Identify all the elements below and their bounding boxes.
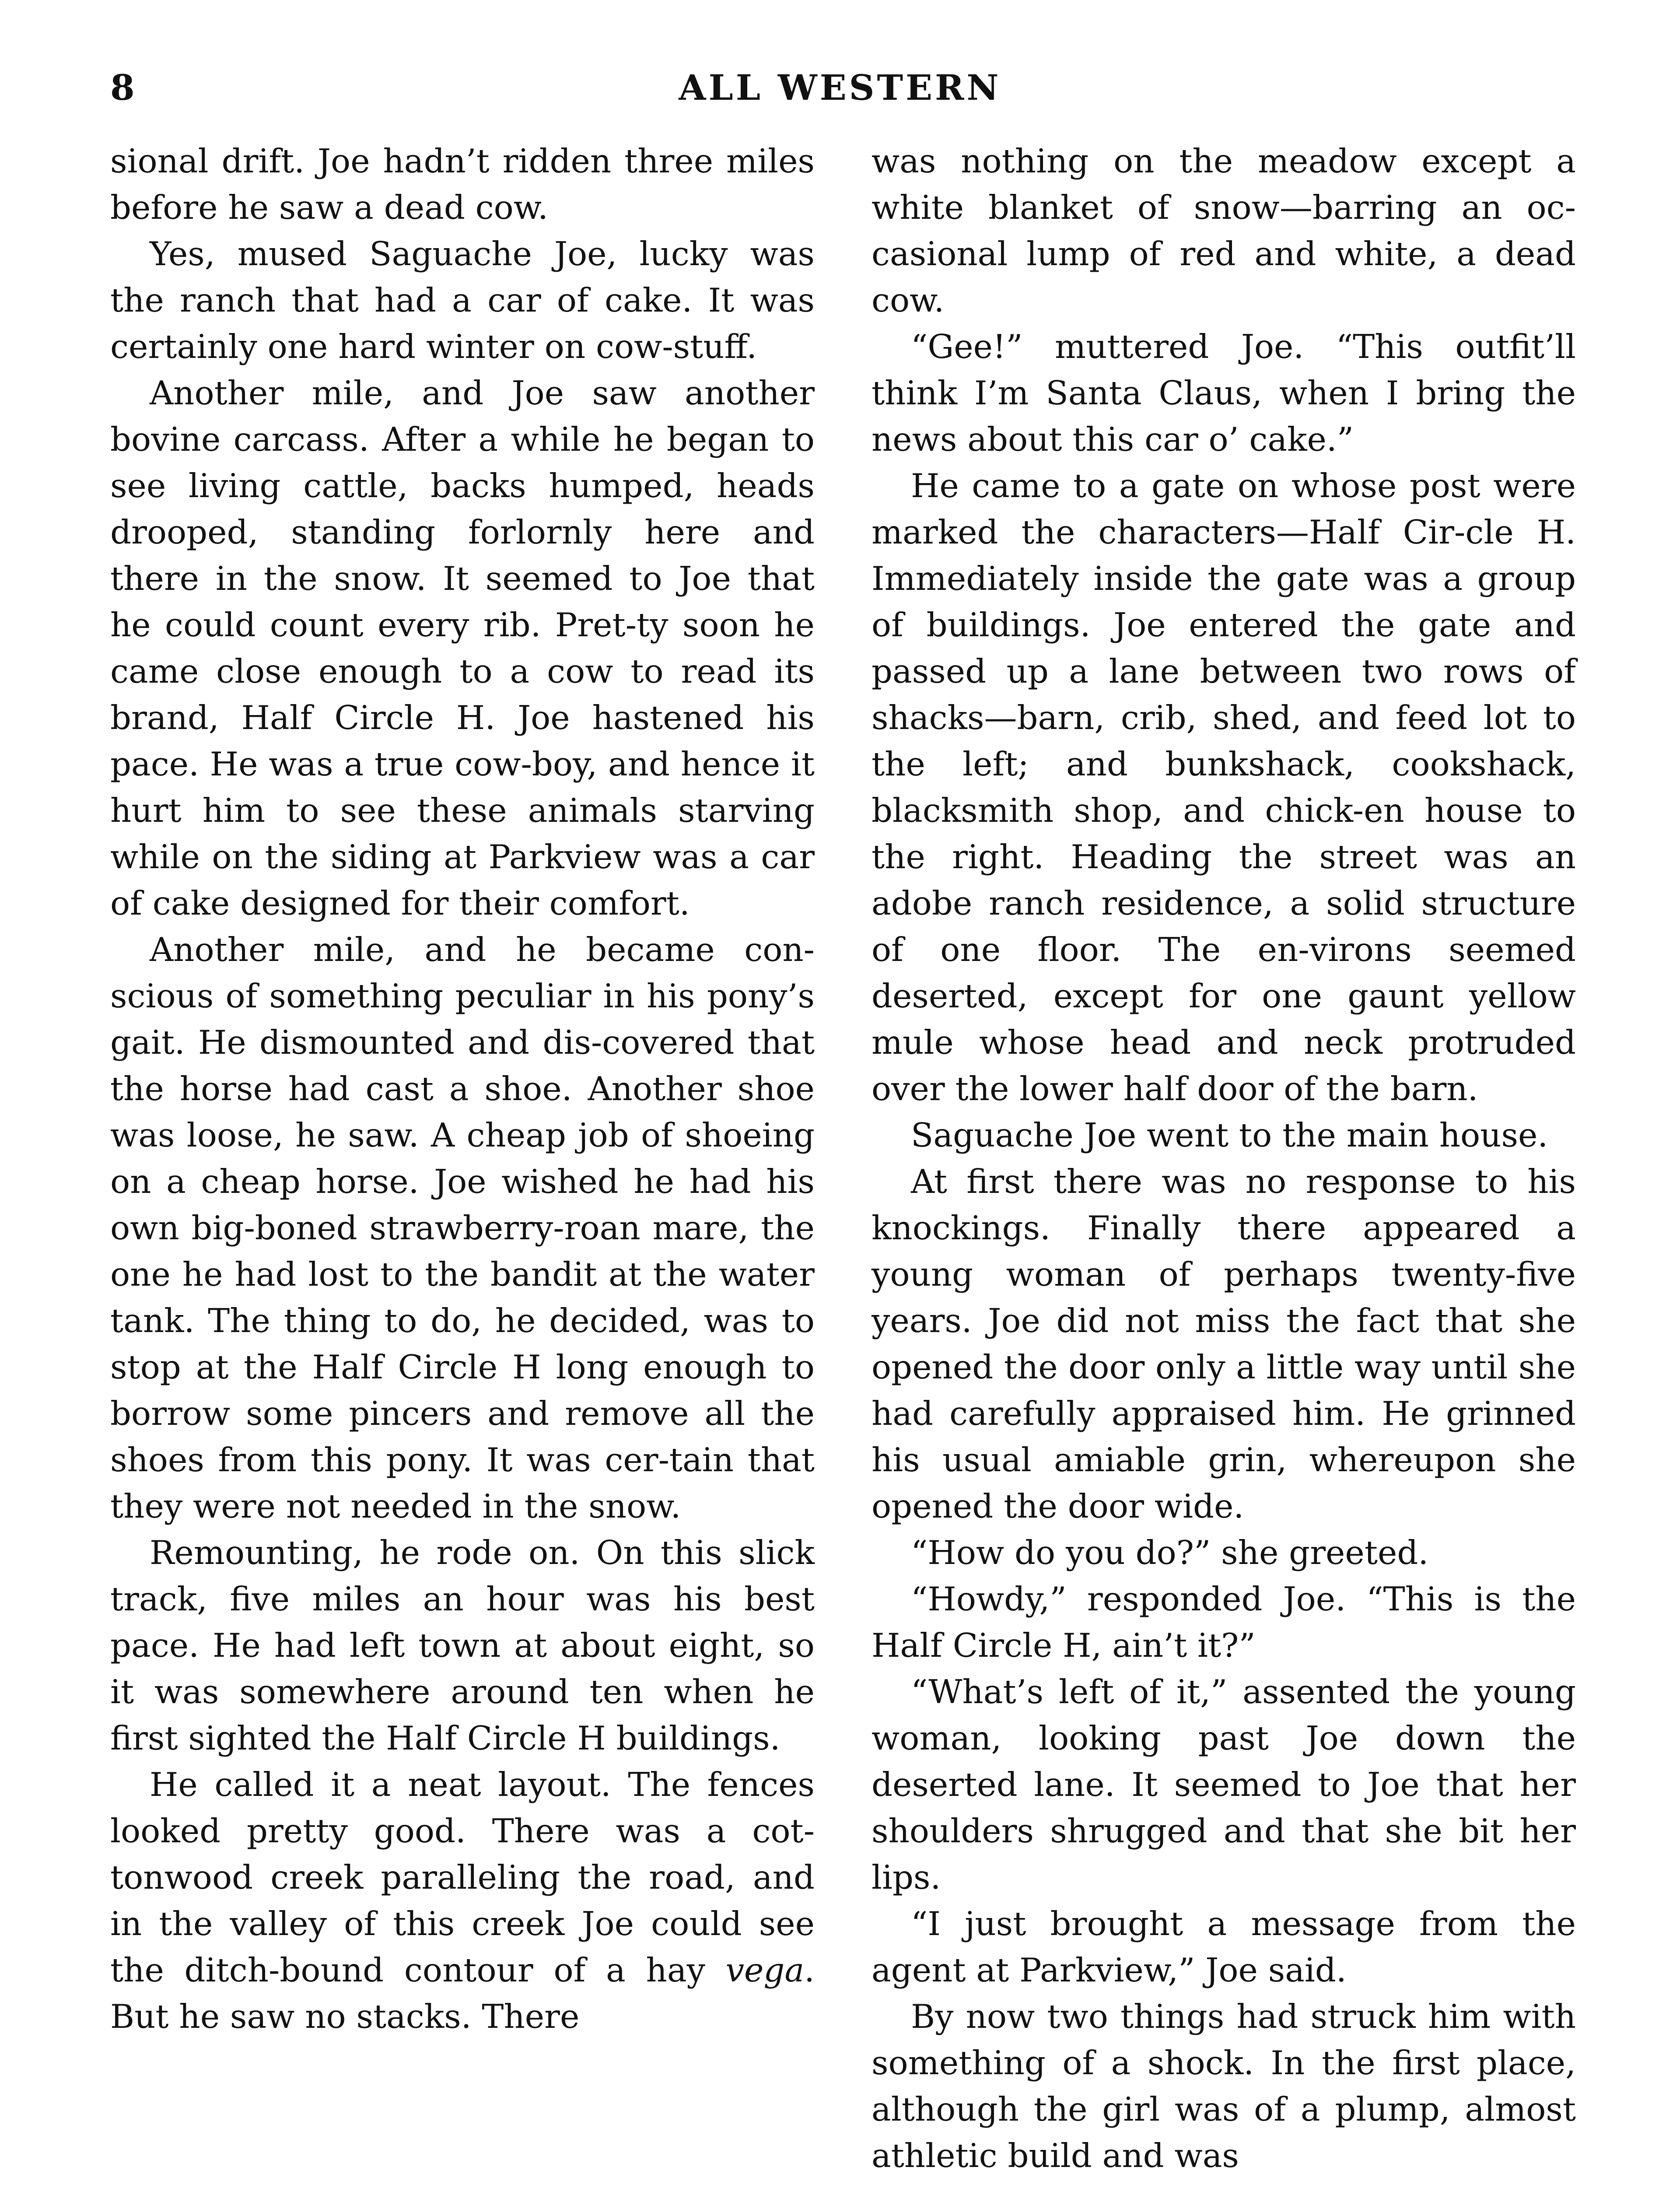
paragraph: He came to a gate on whose post were marked the characters—Half Cir-cle H. Immediately inside the gate was a group of buildings. Joe entered the gate and passed up a lane between two rows of shacks—barn, crib, shed, and feed lot to the left; and bunkshack, cookshack, blacksmith shop, and chick-en house to the right. Heading the street was an adobe ranch residence, a solid structure of one floor. The en-virons seemed deserted, except for one gaunt yellow mule whose head and neck protruded over the lower half door of the barn. — [872, 466, 1576, 1108]
paragraph: “What’s left of it,” assented the young woman, looking past Joe down the deserted lane. It seemed to Joe that her shoulders shrugged and that she bit her lips. — [872, 1673, 1576, 1897]
paragraph: “I just brought a message from the agent at Parkview,” Joe said. — [872, 1904, 1576, 1989]
paragraph: At first there was no response to his knockings. Finally there appeared a young woman of perhaps twenty-five years. Joe did not miss the fact that she opened the door only a little way until she had carefully appraised him. He grinned his usual amiable grin, whereupon she opened the door wide. — [872, 1162, 1576, 1525]
paragraph: “Gee!” muttered Joe. “This outfit’ll think I’m Santa Claus, when I bring the news about this car o’ cake.” — [872, 327, 1576, 459]
paragraph: sional drift. Joe hadn’t ridden three miles before he saw a dead cow. — [110, 142, 815, 227]
paragraph: By now two things had struck him with something of a shock. In the first place, although the girl was of a plump, almost athletic build and was — [872, 1997, 1576, 2175]
paragraph: Saguache Joe went to the main house. — [911, 1116, 1548, 1154]
right-column — [872, 138, 1576, 2179]
paragraph: He called it a neat layout. The fences looked pretty good. There was a cot-tonwood creek paralleling the road, and in the valley of this creek Joe could see the ditch-bound contour of a hay vega. But he saw no stacks. There — [110, 1765, 815, 2036]
paragraph: “Howdy,” responded Joe. “This is the Half Circle H, ain’t it?” — [872, 1580, 1576, 1665]
page-number: 8 — [110, 67, 135, 108]
paragraph: Another mile, and he became con-scious of something peculiar in his pony’s gait. He dismounted and dis-covered that the horse had cast a shoe. Another shoe was loose, he saw. A cheap job of shoeing on a cheap horse. Joe wished he had his own big-boned strawberry-roan mare, the one he had lost to the bandit at the water tank. The thing to do, he decided, was to stop at the Half Circle H long enough to borrow some pincers and remove all the shoes from this pony. It was cer-tain that they were not needed in the snow. — [110, 930, 815, 1525]
paragraph: “How do you do?” she greeted. — [911, 1533, 1429, 1572]
paragraph: was nothing on the meadow except a white blanket of snow—barring an oc-casional lump of red and white, a dead cow. — [872, 142, 1576, 319]
paragraph: Another mile, and Joe saw another bovine carcass. After a while he began to see living cattle, backs humped, heads drooped, standing forlornly here and there in the snow. It seemed to Joe that he could count every rib. Pret-ty soon he came close enough to a cow to read its brand, Half Circle H. Joe hastened his pace. He was a true cow-boy, and hence it hurt him to see these animals starving while on the siding at Parkview was a car of cake designed for their comfort. — [110, 374, 815, 922]
paragraph: Remounting, he rode on. On this slick track, five miles an hour was his best pace. He had left town at about eight, so it was somewhere around ten when he first sighted the Half Circle H buildings. — [110, 1533, 815, 1757]
paragraph: Yes, mused Saguache Joe, lucky was the ranch that had a car of cake. It was certainly one hard winter on cow-stuff. — [110, 235, 815, 366]
running-head: ALL WESTERN — [679, 67, 1001, 108]
left-column — [110, 138, 815, 2040]
